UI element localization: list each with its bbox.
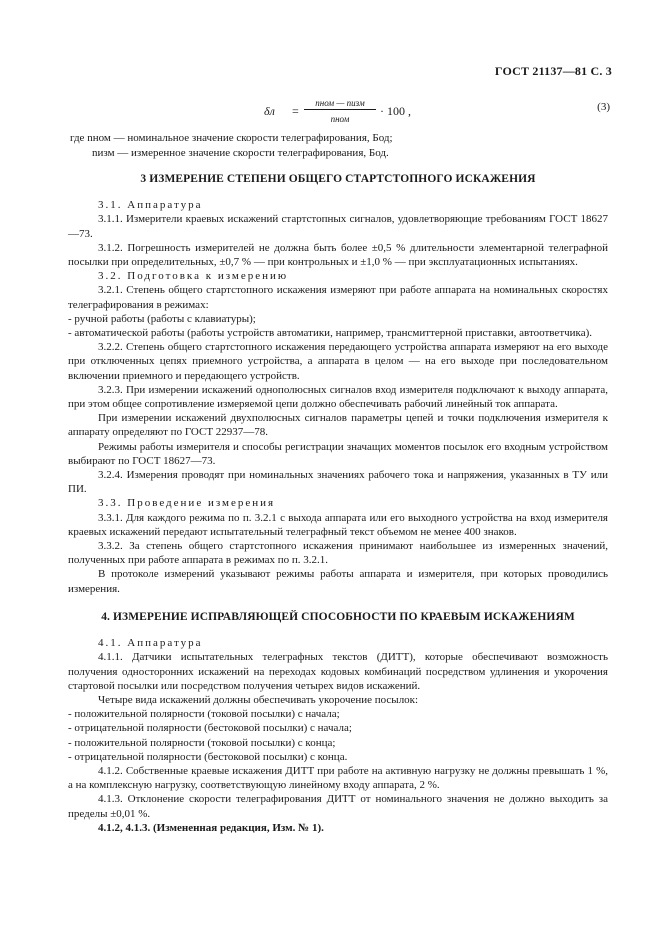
para-3-2-3: 3.2.3. При измерении искажений однополюсных сигналов вход измерителя подключают к выходу аппарата, при этом общее сопротивление измеряемой цепи должно обеспечивать рабочий линейный ток аппарата. — [68, 383, 608, 411]
para-3-2-2: 3.2.2. Степень общего стартстопного искажения передающего устройства аппарата измеряют на его выходе при отключенных цепях приемного устройства, а аппарата в целом — на его выходе при последовательном включении приемного и передающего устройств. — [68, 341, 608, 382]
where-line-2: nизм — измеренное значение скорости телеграфирования, Бод. — [92, 147, 389, 159]
heading-3-3: 3.3. Проведение измерения — [98, 497, 276, 510]
para-3-3-2: 3.3.2. За степень общего стартстопного искажения принимают наибольшее из измеренных значений, полученных при работе аппарата в режимах по п. 3.2.1. — [68, 540, 608, 567]
formula-numerator: nном — nизм — [315, 98, 365, 108]
paragraph: В протоколе измерений указывают режимы работы аппарата и измерителя, при которых проводились измерения. — [68, 568, 608, 595]
heading-3-2: 3.2. Подготовка к измерению — [98, 270, 289, 283]
heading-3-1: 3.1. Аппаратура — [98, 199, 203, 212]
formula-lhs: δл — [264, 104, 275, 118]
formula-denominator: nном — [330, 114, 350, 124]
para-4-1-3: 4.1.3. Отклонение скорости телеграфирования ДИТТ от номинального значения не должно выходить за пределы ±0,01 %. — [68, 793, 608, 820]
where-line-1: где nном — номинальное значение скорости телеграфирования, Бод; — [70, 132, 393, 144]
list-item: - положительной полярности (токовой посылки) с начала; — [68, 708, 340, 721]
body-text — [68, 172, 608, 835]
formula-number: (3) — [597, 101, 610, 113]
list-item: - положительной полярности (токовой посылки) с конца; — [68, 736, 336, 749]
list-item: - отрицательной полярности (бестоковой посылки) с начала; — [68, 722, 352, 735]
section-4-title: 4. ИЗМЕРЕНИЕ ИСПРАВЛЯЮЩЕЙ СПОСОБНОСТИ ПО КРАЕВЫМ ИСКАЖЕНИЯМ — [101, 610, 575, 623]
page-header: ГОСТ 21137—81 С. 3 — [494, 64, 612, 78]
amendment-note: 4.1.2, 4.1.3. (Измененная редакция, Изм. № 1). — [98, 821, 324, 834]
para-4-1-1: 4.1.1. Датчики испытательных телеграфных текстов (ДИТТ), которые обеспечивают возможность получения односторонних искажений на переходах кодовых комбинаций посредством удлинения и укорочения стартовой посылки или посредством получения четырех видов искажений. — [68, 651, 608, 692]
para-3-1-1: 3.1.1. Измерители краевых искажений стартстопных сигналов, удовлетворяющие требованиям ГОСТ 18627—73. — [68, 213, 608, 240]
para-3-3-1: 3.3.1. Для каждого режима по п. 3.2.1 с выхода аппарата или его выходного устройства на вход измерителя краевых искажений передают испытательный телеграфный текст объемом не менее 400 знаков. — [68, 511, 608, 538]
paragraph: При измерении искажений двухполюсных сигналов параметры цепей и точки подключения измерителя к аппарату определяют по ГОСТ 22937—78. — [68, 412, 608, 439]
section-3-title: 3 ИЗМЕРЕНИЕ СТЕПЕНИ ОБЩЕГО СТАРТСТОПНОГО ИСКАЖЕНИЯ — [140, 173, 536, 185]
formula-tail: · 100 , — [380, 104, 411, 118]
formula-equals: = — [292, 104, 299, 118]
fraction-bar — [304, 109, 376, 110]
list-item: - ручной работы (работы с клавиатуры); — [68, 312, 256, 325]
para-4-1-2: 4.1.2. Собственные краевые искажения ДИТТ при работе на активную нагрузку не должны превышать 1 %, а на комплексную нагрузку, соответствующую линейному входу аппарата, 2 %. — [68, 764, 608, 792]
heading-4-1: 4.1. Аппаратура — [98, 637, 203, 650]
paragraph: Четыре вида искажений должны обеспечивать укорочение посылок: — [98, 693, 419, 706]
para-3-2-1: 3.2.1. Степень общего стартстопного искажения измеряют при работе аппарата на номинальных скоростях телеграфирования в режимах: — [68, 284, 608, 311]
para-3-2-4: 3.2.4. Измерения проводят при номинальных значениях рабочего тока и напряжения, указанных в ТУ или ПИ. — [68, 469, 608, 496]
para-3-1-2: 3.1.2. Погрешность измерителей не должна быть более ±0,5 % длительности элементарной телеграфной посылки при определительных, ±0,7 % — при контрольных и ±1,0 % — при эксплуатационных испытаниях. — [68, 241, 608, 269]
list-item: - автоматической работы (работы устройств автоматики, например, трансмиттерной приставки, автоответчика). — [68, 327, 593, 340]
list-item: - отрицательной полярности (бестоковой посылки) с конца. — [68, 750, 348, 763]
paragraph: Режимы работы измерителя и способы регистрации значащих моментов посылок его входным устройством выбирают по ГОСТ 18627—73. — [68, 440, 608, 467]
